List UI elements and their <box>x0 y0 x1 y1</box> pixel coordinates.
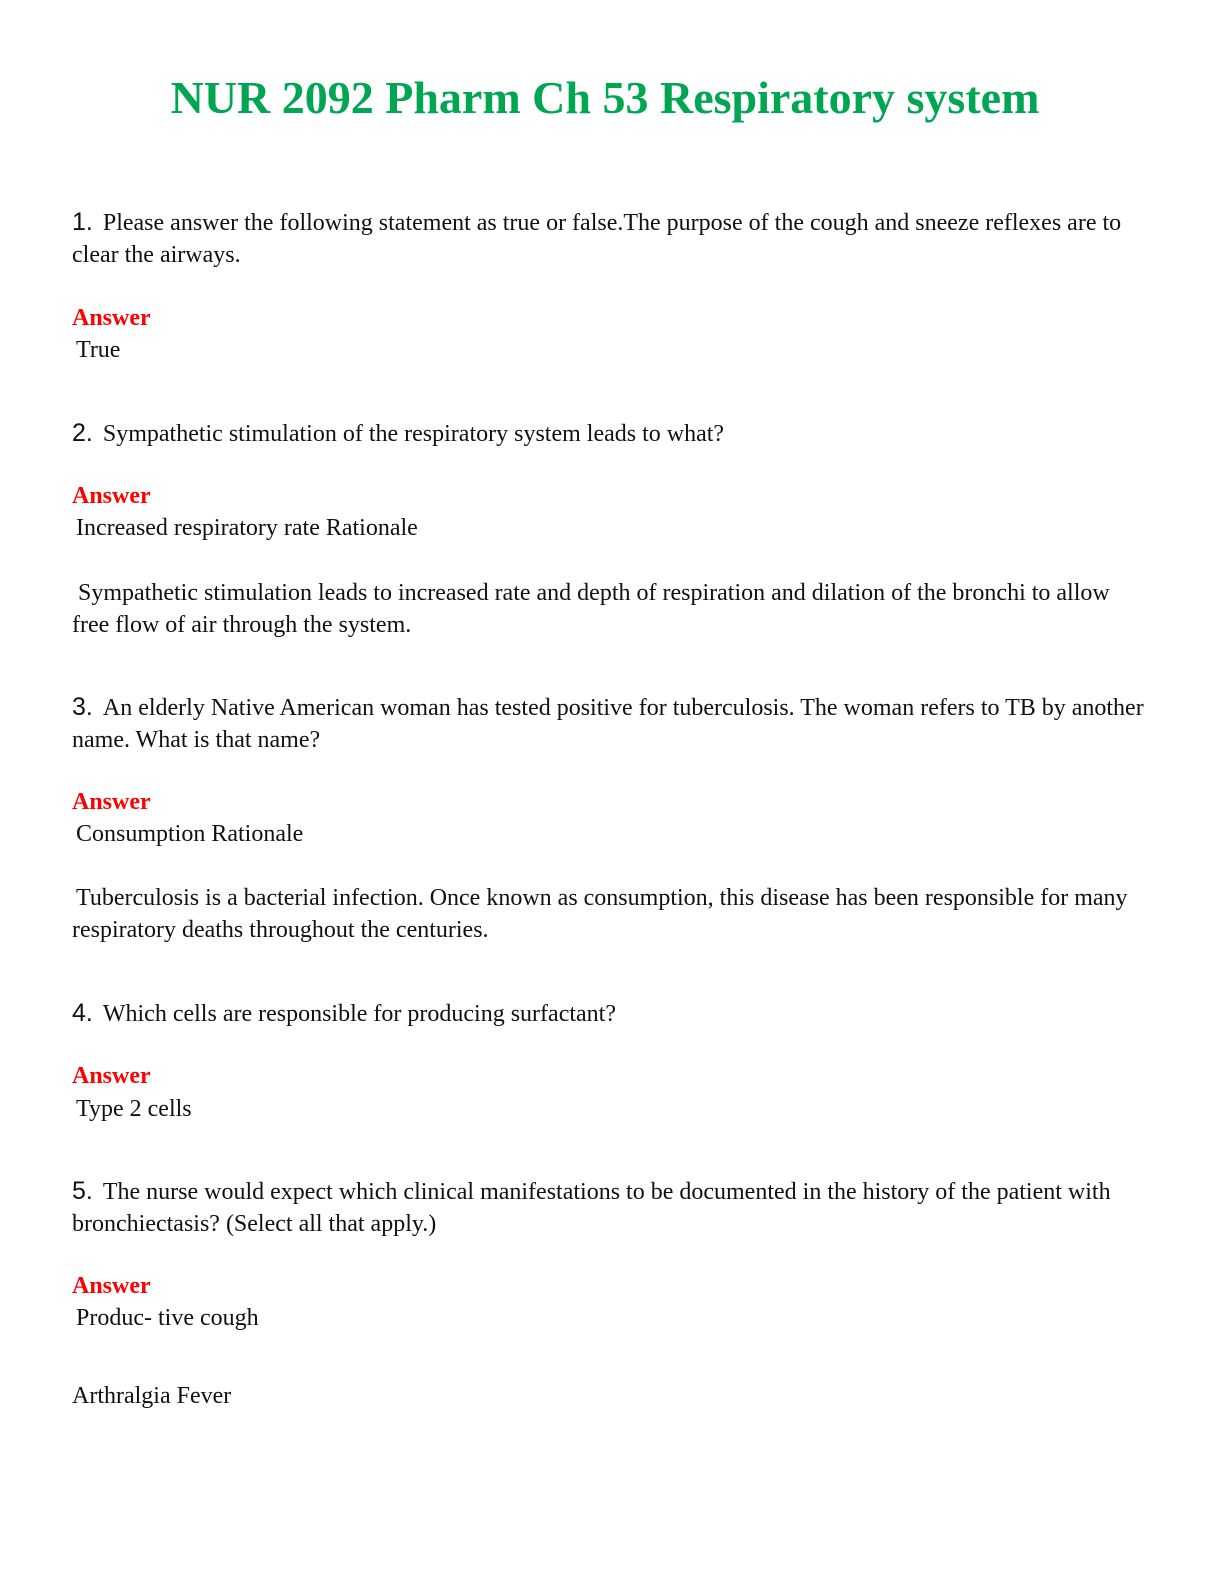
answer-text: Consumption Rationale <box>76 821 304 847</box>
question-text: Please answer the following statement as true or false.The purpose of the cough and sneeze reflexes are to clear the airways. <box>72 210 1122 268</box>
rationale-text: Tuberculosis is a bacterial infection. Once known as consumption, this disease has been responsible for many respiratory deaths throughout the centuries. <box>72 885 1128 943</box>
answer-label: Answer <box>72 1273 151 1299</box>
question-text: The nurse would expect which clinical manifestations to be documented in the history of the patient with bronchiectasis? (Select all that apply.) <box>72 1179 1111 1237</box>
answer-text: True <box>76 337 121 363</box>
question-text: An elderly Native American woman has tested positive for tuberculosis. The woman refers to TB by another name. What is that name? <box>72 695 1144 753</box>
question-text: Sympathetic stimulation of the respiratory system leads to what? <box>102 421 725 447</box>
answer-text: Increased respiratory rate Rationale <box>76 515 418 541</box>
question-text: Which cells are responsible for producing surfactant? <box>102 1001 616 1027</box>
answer-label: Answer <box>72 789 151 815</box>
question-5 <box>72 1175 1152 1240</box>
question-number: 4. <box>72 999 93 1027</box>
question-4 <box>72 997 1152 1030</box>
answer-label: Answer <box>72 483 151 509</box>
answer-label: Answer <box>72 1063 151 1089</box>
answer-extra-text: Arthralgia Fever <box>72 1383 232 1409</box>
document-title: NUR 2092 Pharm Ch 53 Respiratory system <box>170 72 1040 123</box>
answer-text: Produc- tive cough <box>76 1305 259 1331</box>
question-number: 1. <box>72 208 93 236</box>
question-3 <box>72 691 1152 756</box>
question-number: 2. <box>72 419 93 447</box>
question-1 <box>72 206 1152 271</box>
answer-text: Type 2 cells <box>76 1096 192 1122</box>
question-2 <box>72 417 1152 450</box>
question-number: 5. <box>72 1177 93 1205</box>
question-number: 3. <box>72 693 93 721</box>
rationale-text: Sympathetic stimulation leads to increased rate and depth of respiration and dilation of the bronchi to allow free flow of air through the system. <box>72 580 1110 638</box>
answer-label: Answer <box>72 305 151 331</box>
